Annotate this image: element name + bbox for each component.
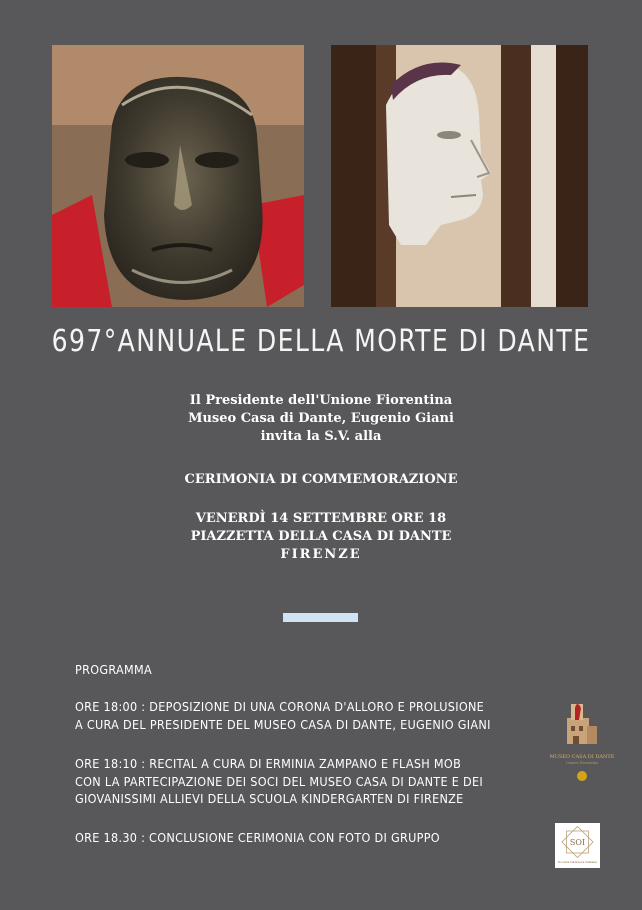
event-date-time: VENERDÌ 14 SETTEMBRE ORE 18: [195, 511, 447, 526]
event-place: PIAZZETTA DELLA CASA DI DANTE: [190, 529, 452, 544]
program-line: CON LA PARTECIPAZIONE DEI SOCI DEL MUSEO CASA DI DANTE E DEI: [75, 773, 483, 789]
invitation-line: Museo Casa di Dante, Eugenio Giani: [188, 411, 454, 426]
program-line: ORE 18:10 : RECITAL A CURA DI ERMINIA ZAMPANO E FLASH MOB: [75, 756, 462, 771]
program-item: [75, 755, 483, 808]
soi-logo-label: SOI: [569, 838, 586, 847]
program-line: ORE 18:00 : DEPOSIZIONE DI UNA CORONA D'ALLORO E PROLUSIONE: [75, 699, 485, 714]
casa-di-dante-logo: [549, 698, 615, 788]
divider-bar: [283, 613, 358, 622]
event-details: [0, 510, 642, 564]
program-line: ORE 18.30 : CONCLUSIONE CERIMONIA CON FOTO DI GRUPPO: [75, 830, 440, 845]
dante-mask-glass-photo: [52, 45, 304, 307]
program-item: [75, 698, 491, 733]
invitation-text: [0, 392, 642, 446]
dante-mask-plaster-photo: [331, 45, 588, 307]
headline: 697°ANNUALE DELLA MORTE DI DANTE: [51, 324, 591, 359]
invitation-line: invita la S.V. alla: [260, 429, 382, 444]
program-line: A CURA DEL PRESIDENTE DEL MUSEO CASA DI DANTE, EUGENIO GIANI: [75, 716, 491, 732]
program-title: PROGRAMMA: [75, 662, 152, 677]
soi-logo: [555, 823, 600, 868]
casa-logo-label: MUSEO CASA DI DANTE: [549, 754, 615, 760]
program-line: GIOVANISSIMI ALLIEVI DELLA SCUOLA KINDERGARTEN DI FIRENZE: [75, 791, 464, 806]
event-city: FIRENZE: [280, 547, 362, 562]
invitation-line: Il Presidente dell'Unione Fiorentina: [189, 393, 453, 408]
casa-logo-sublabel: Unione Fiorentina: [565, 761, 599, 765]
soi-logo-sublabel: Società Dantesca Italiana: [558, 860, 597, 864]
ceremony-title: CERIMONIA DI COMMEMORAZIONE: [184, 472, 458, 487]
program-item: [75, 829, 440, 847]
